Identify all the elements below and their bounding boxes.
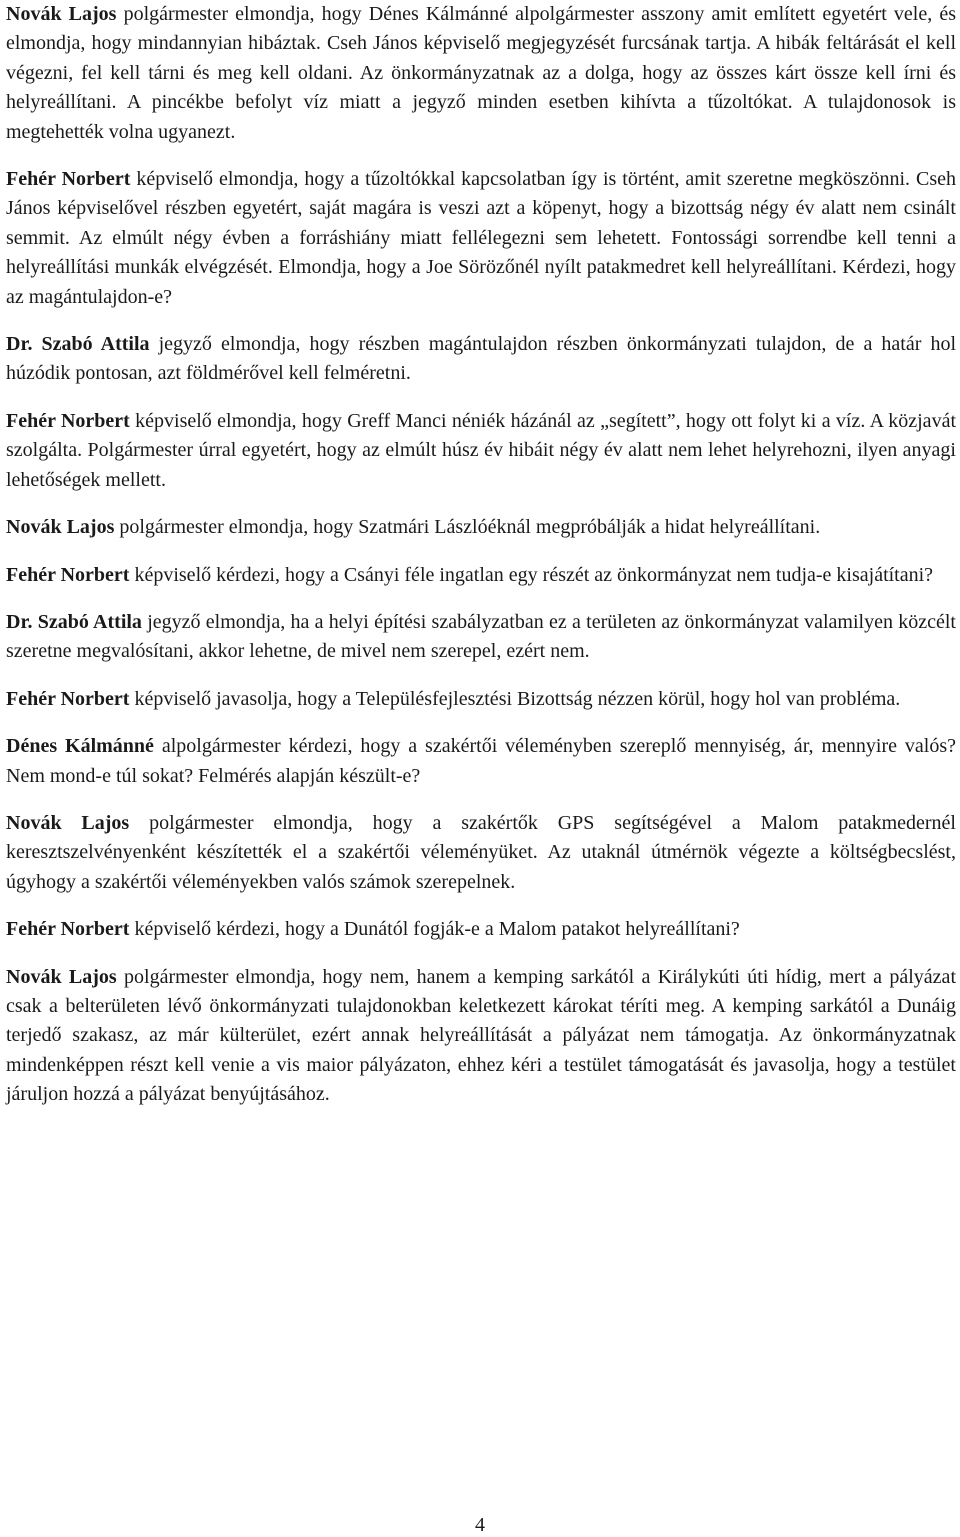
speaker-name: Dénes Kálmánné xyxy=(6,735,154,758)
paragraph-text: képviselő kérdezi, hogy a Dunától fogják-e a Malom patakot helyreállítani? xyxy=(129,918,740,941)
paragraph-text: polgármester elmondja, hogy a szakértők GPS segítségével a Malom patakmedernél keresztszelvényenként készítették el a szakértői véleményüket. Az utaknál útmérnök végezte a költségbecslést, úgyhogy a szakértői véleményekben valós számok szerepelnek. xyxy=(6,811,956,893)
speaker-name: Fehér Norbert xyxy=(6,168,131,191)
speaker-name: Dr. Szabó Attila xyxy=(6,333,150,356)
paragraph-text: képviselő kérdezi, hogy a Csányi féle ingatlan egy részét az önkormányzat nem tudja-e kisajátítani? xyxy=(129,563,934,586)
speaker-name: Fehér Norbert xyxy=(6,409,130,432)
speaker-name: Novák Lajos xyxy=(6,965,117,988)
paragraph xyxy=(6,732,956,791)
page-number: 4 xyxy=(475,1514,485,1536)
paragraph-text: jegyző elmondja, hogy részben magántulajdon részben önkormányzati tulajdon, de a határ hol húzódik pontosan, azt földmérővel kell felméretni. xyxy=(6,333,957,385)
paragraph xyxy=(6,608,956,667)
paragraph-text: polgármester elmondja, hogy Szatmári Lászlóéknál megpróbálják a hidat helyreállítani. xyxy=(114,516,821,539)
speaker-name: Novák Lajos xyxy=(6,3,117,25)
paragraph-text: képviselő elmondja, hogy a tűzoltókkal kapcsolatban így is történt, amit szeretne megköszönni. Cseh János képviselővel részben egyetért, saját magára is veszi azt a köpenyt, hogy a bizottság négy év alatt nem csinált semmit. Az elmúlt négy évben a forráshiány miatt fellélegezni sem lehetett. Fontossági sorrendbe kell tenni a helyreállítási munkák elvégzését. Elmondja, hogy a Joe Sörözőnél nyílt patakmedret kell helyreállítani. Kérdezi, hogy az magántulajdon-e? xyxy=(6,168,957,308)
speaker-name: Fehér Norbert xyxy=(6,563,130,586)
paragraph-text: képviselő javasolja, hogy a Településfejlesztési Bizottság nézzen körül, hogy hol van probléma. xyxy=(129,687,901,710)
paragraph xyxy=(6,407,956,495)
document-page xyxy=(6,0,956,1128)
paragraph xyxy=(6,165,956,312)
paragraph xyxy=(6,685,956,714)
paragraph xyxy=(6,809,956,897)
speaker-name: Novák Lajos xyxy=(6,811,130,834)
paragraph xyxy=(6,0,956,147)
speaker-name: Fehér Norbert xyxy=(6,918,130,941)
paragraph-text: polgármester elmondja, hogy Dénes Kálmánné alpolgármester asszony amit említett egyetért vele, és elmondja, hogy mindannyian hibáztak. Cseh János képviselő megjegyzését furcsának tartja. A hibák feltárását el kell végezni, fel kell tárni és meg kell oldani. Az önkormányzatnak az a dolga, hogy az összes kárt össze kell írni és helyreállítani. A pincékbe befolyt víz miatt a jegyző minden esetben kihívta a tűzoltókat. A tulajdonosok is megtehették volna ugyanezt. xyxy=(6,3,956,143)
speaker-name: Novák Lajos xyxy=(6,516,115,539)
paragraph xyxy=(6,963,956,1110)
paragraph-text: képviselő elmondja, hogy Greff Manci néniék házánál az „segített”, hogy ott folyt ki a víz. A közjavát szolgálta. Polgármester úrral egyetért, hogy az elmúlt húsz év hibáit négy év alatt nem lehet helyrehozni, ilyen anyagi lehetőségek mellett. xyxy=(6,409,956,491)
paragraph-text: jegyző elmondja, ha a helyi építési szabályzatban ez a területen az önkormányzat valamilyen közcélt szeretne megvalósítani, akkor lehetne, de mivel nem szerepel, ezért nem. xyxy=(6,610,956,663)
speaker-name: Fehér Norbert xyxy=(6,687,130,710)
paragraph xyxy=(6,561,956,590)
speaker-name: Dr. Szabó Attila xyxy=(6,610,142,633)
paragraph-text: alpolgármester kérdezi, hogy a szakértői véleményben szereplő mennyiség, ár, mennyire valós? Nem mond-e túl sokat? Felmérés alapján készült-e? xyxy=(6,735,957,787)
paragraph xyxy=(6,513,956,542)
paragraph-text: polgármester elmondja, hogy nem, hanem a kemping sarkától a Királykúti úti hídig, mert a pályázat csak a belterületen lévő önkormányzati tulajdonokban keletkezett károkat téríti meg. A kemping sarkától a Dunáig terjedő szakasz, az már külterület, ezért annak helyreállítását a pályázat nem támogatja. Az önkormányzatnak mindenképpen részt kell venie a vis maior pályázaton, ehhez kéri a testület támogatását és javasolja, hogy a testület járuljon hozzá a pályázat benyújtásához. xyxy=(6,965,956,1106)
paragraph xyxy=(6,330,956,389)
paragraph xyxy=(6,915,956,944)
